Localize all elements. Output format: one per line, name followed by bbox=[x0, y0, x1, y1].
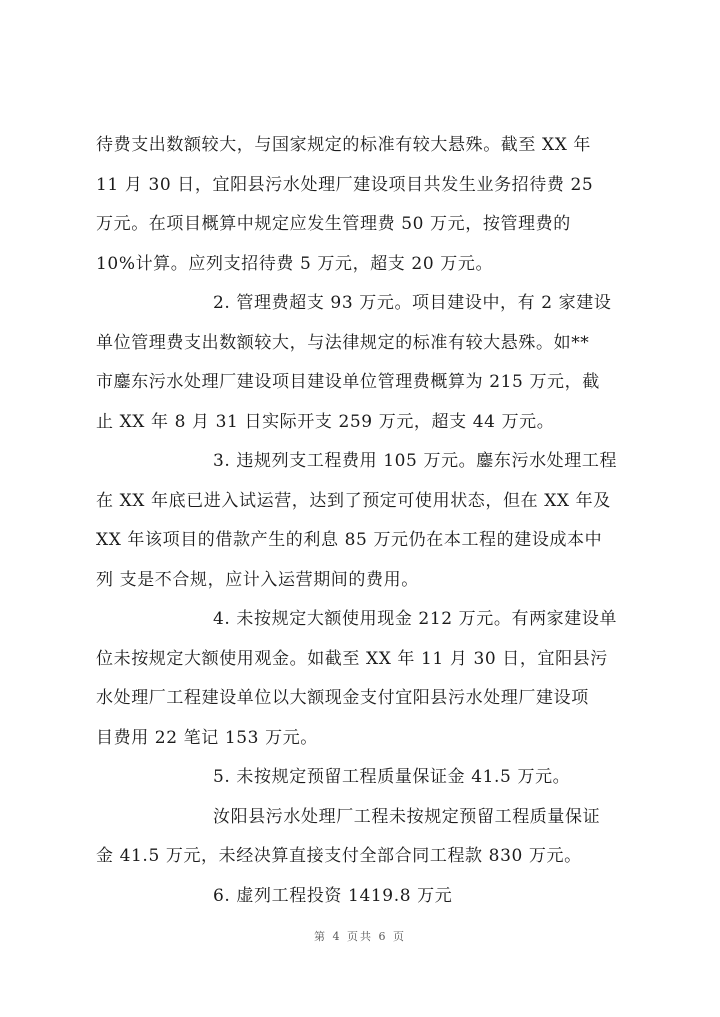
text-line: 水处理厂工程建设单位以大额现金支付宜阳县污水处理厂建设项 bbox=[96, 688, 589, 708]
text-line: 在 XX 年底已进入试运营，达到了预定可使用状态，但在 XX 年及 bbox=[96, 490, 611, 511]
text-line: 止 XX 年 8 月 31 日实际开支 259 万元，超支 44 万元。 bbox=[96, 411, 555, 432]
text-line: 单位管理费支出数额较大，与法律规定的标准有较大悬殊。如** bbox=[96, 332, 590, 353]
text-line: 5. 未按规定预留工程质量保证金 41.5 万元。 bbox=[213, 767, 571, 787]
text-line: 10%计算。应列支招待费 5 万元，超支 20 万元。 bbox=[96, 253, 494, 274]
text-line: 11 月 30 日，宜阳县污水处理厂建设项目共发生业务招待费 25 bbox=[96, 174, 594, 195]
text-line: 万元。在项目概算中规定应发生管理费 50 万元，按管理费的 bbox=[96, 214, 571, 234]
text-line: 2. 管理费超支 93 万元。项目建设中，有 2 家建设 bbox=[213, 293, 612, 313]
document-body bbox=[96, 126, 656, 916]
text-line: 汝阳县污水处理厂工程未按规定预留工程质量保证 bbox=[213, 806, 601, 827]
text-line: 6. 虚列工程投资 1419.8 万元 bbox=[213, 885, 453, 906]
text-line: 市鏖东污水处理厂建设项目建设单位管理费概算为 215 万元，截 bbox=[96, 372, 600, 392]
text-line: 待费支出数额较大，与国家规定的标准有较大悬殊。截至 XX 年 bbox=[96, 135, 592, 155]
text-line: 列 支是不合规，应计入运营期间的费用。 bbox=[96, 569, 419, 590]
text-line: XX 年该项目的借款产生的利息 85 万元仍在本工程的建设成本中 bbox=[96, 530, 603, 550]
text-line: 4. 未按规定大额使用现金 212 万元。有两家建设单 bbox=[213, 609, 618, 629]
text-line: 3. 违规列支工程费用 105 万元。鏖东污水处理工程 bbox=[213, 451, 618, 471]
text-line: 目费用 22 笔记 153 万元。 bbox=[96, 727, 318, 748]
text-line: 位未按规定大额使用观金。如截至 XX 年 11 月 30 日，宜阳县污 bbox=[96, 648, 608, 669]
text-line: 金 41.5 万元，未经决算直接支付全部合同工程款 830 万元。 bbox=[96, 846, 582, 866]
page-footer: 第 4 页共 6 页 bbox=[314, 930, 406, 943]
